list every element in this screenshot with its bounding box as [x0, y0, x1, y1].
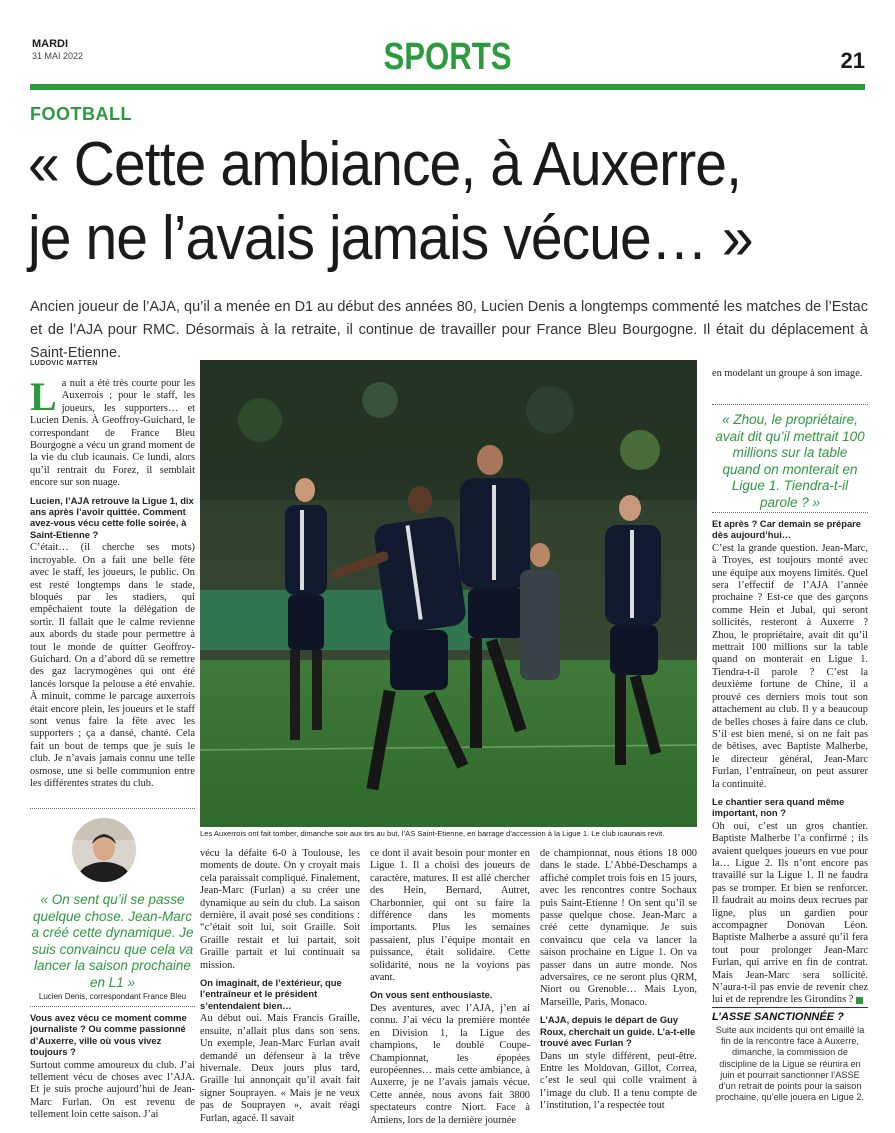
pull-quote-attribution: Lucien Denis, correspondant France Bleu	[38, 992, 187, 1001]
end-mark-icon	[856, 997, 863, 1004]
col5-answer-1: C’est la grande question. Jean-Marc, à Troyes, est toujours monté avec une équipe aux moyens limités. Quel sera l’effectif de l’AJA l’année prochaine ? Est-ce que des garçons comme Hein et Jubal, qui seront sollicités, resteront à Auxerre ? Zhou, le propriétaire, avait dit qu’il mettrait 100 millions sur la table quand on monterait en Ligue 1. Tiendra-t-il parole ? C’est la deuxième fortune de Chine, il a prouvé ces derniers mois tout son attachement au club. Il y a beaucoup de belles choses à faire dans ce club. S’il est bien mené, si on ne fait pas de bêtises, avec Baptiste Malherbe, le directeur général, Jean-Marc Furlan, l’entraîneur, on peut assurer la continuité.	[712, 542, 868, 790]
intro-text: a nuit a été très courte pour les Auxerrois ; pour le staff, les joueurs, les supporters… et Lucien Denis. À Geoffroy-Guichard, le correspondant de France Bleu Bourgogne a vécu un grand moment de la vie du club icaunais. Ce lundi, alors qu’il rentrait du Forez, il semblait encore sur son nuage.	[30, 378, 195, 489]
column-2	[200, 848, 360, 1130]
col2-paragraph-2: Au début oui. Mais Francis Graille, ensuite, n’allait plus dans son sens. Un exemple, Jean-Marc Furlan avait demandé un défenseur à la trêve hivernale. Deux jours plus tard, Graille lui annonçait qu’il avait fait signer Souprayen. « Mais je ne veux pas de Souprayen », avait réagi Furlan, agacé. Il savait	[200, 1013, 360, 1124]
headline-line-1: « Cette ambiance, à Auxerre,	[28, 130, 742, 199]
header-rule	[30, 84, 865, 90]
sidebar-body: Suite aux incidents qui ont émaillé la fin de la rencontre face à Auxerre, dimanche, la commission de discipline de la Ligue se réunira en juin et pourrait sanctionner l’ASSE d’un retrait de points pour la saison prochaine, qu’elle jouera en Ligue 2.	[715, 1025, 865, 1103]
col5-question-2: Le chantier sera quand même important, non ?	[712, 795, 845, 819]
col4-paragraph-1: de championnat, nous étions 18 000 dans le stade. L’Abbé-Deschamps a affiché complet trois fois en 15 jours, avec les rencontres contre Sochaux puis Saint-Etienne ! On sent qu’il se passe quelque chose. Jean-Marc a créé cette dynamique. Je suis convaincu que cela va lancer la saison prochaine en Ligue 1. On va passer dans un autre monde. Nos adversaires, ce ne seront plus QRM, Niort ou Grenoble… Mais Lyon, Marseille, Paris, Monaco.	[540, 848, 697, 1008]
dropcap: L	[30, 374, 57, 419]
col5-question-1: Et après ? Car demain se prépare dès aujourd’hui…	[712, 518, 862, 541]
issue-day: MARDI	[32, 38, 69, 50]
column-3	[370, 848, 530, 1132]
portrait-photo	[72, 818, 136, 882]
article-headline	[28, 128, 801, 276]
col5-answer-2	[712, 821, 868, 1007]
column-1-bottom	[30, 1012, 195, 1127]
answer-2: Surtout comme amoureux du club. J’ai tellement vécu de choses avec l’AJA. Et je suis proche aujourd’hui de Jean-Marc Furlan. On est revenu de tellement loin cette saison. J’ai	[30, 1059, 195, 1121]
col2-paragraph-1: vécu la défaite 6-0 à Toulouse, les moments de doute. On y croyait mais cela paraissait compliqué. Finalement, Jean-Marc (Furlan) a su créer une dynamique au sein du club. La saison dernière, il avait posé ses conditions : “c’était soit lui, soit Graille. Soit Graille restait et lui partait, soit Graille partait et lui continuait sa mission.	[200, 848, 360, 971]
separator-dots	[712, 404, 868, 405]
headline-line-2: je ne l’avais jamais vécue… »	[28, 204, 753, 273]
col3-paragraph-2: Des aventures, avec l’AJA, j’en ai connu. J’ai vécu la première montée en Division 1, la Ligue des champions, le doublé Coupe-Championnat, les épopées européennes… mais cette ambiance, à Auxerre, je ne l’avais jamais vécue. Cette année, nous avons fait 3800 spectateurs contre Niort. Face à Amiens, lors de la dernière journée	[370, 1002, 530, 1126]
col5-paragraph-0: en modelant un groupe à son image.	[712, 368, 863, 379]
question-2: Vous avez vécu ce moment comme journaliste ? Ou comme passionné d’Auxerre, ville où vous vivez toujours ?	[30, 1012, 187, 1058]
match-photo	[200, 360, 697, 827]
answer-1: C’était… (il cherche ses mots) incroyable. On a fait une belle fête avec le staff, les joueurs, le public. On est resté longtemps dans le stade, bloqués par les stadiers, qui empêchaient toute la délégation de sortir. Il fallait que le calme revienne aux abords du stade pour permettre à tout le monde de quitter Geoffroy-Guichard. On a d’abord dû se remettre des gaz lacrymogènes qui ont été lancés lorsque la pelouse a été envahie. À minuit, comme le parcage auxerrois était encore plein, les joueurs et le staff sont venus faire la fête avec les supporters ; ça a dansé, chanté. Cela fait un bout de temps que je suis le club. Je n’avais jamais connu une telle osmose, une si belle communion entre les différentes strates du club.	[30, 542, 195, 789]
question-1: Lucien, l’AJA retrouve la Ligue 1, dix ans après l’avoir quittée. Comment avez-vous vécu cette folle soirée, à Saint-Etienne ?	[30, 494, 194, 540]
page-number: 21	[840, 48, 865, 73]
col2-question: On imaginait, de l’extérieur, que l’entraîneur et le président s’entendaient bien…	[200, 977, 342, 1011]
pull-quote-left: « On sent qu’il se passe quelque chose. Jean-Marc a créé cette dynamique. Je suis convaincu que cela va lancer la saison prochaine en L1 »	[31, 892, 194, 990]
column-5	[712, 368, 868, 385]
col3-question: On vous sent enthousiaste.	[370, 989, 493, 1001]
byline: LUDOVIC MATTEN	[30, 360, 98, 367]
column-1	[30, 374, 195, 795]
col3-paragraph-1: ce dont il avait besoin pour monter en Ligue 1. Il a choisi des joueurs de caractère, matures. Il est allé chercher des Hein, Bernard, Autret, Charbonnier, qui ont su faire la différence dans les moments importants. Plus les semaines passaient, plus l’équipe montait en puissance, était solidaire. Cette solidarité, nous ne la voyions pas avant.	[370, 848, 530, 984]
sidebar-title: L’ASSE SANCTIONNÉE ?	[712, 1007, 868, 1023]
section-title: SPORTS	[383, 36, 512, 78]
separator-dots	[30, 808, 195, 809]
intro-paragraph	[30, 374, 195, 490]
article-chapo: Ancien joueur de l’AJA, qu’il a menée en D1 au début des années 80, Lucien Denis a longtemps commenté les matches de l’Estac et de l’AJA pour RMC. Désormais à la retraite, il continue de travailler pour France Bleu Bourgogne. Il était du déplacement à Saint-Etienne.	[30, 299, 868, 361]
issue-date: 31 MAI 2022	[32, 51, 84, 61]
separator-dots	[712, 512, 868, 513]
column-4	[540, 848, 697, 1118]
pull-quote-right: « Zhou, le propriétaire, avait dit qu’il mettrait 100 millions sur la table quand on monterait en Ligue 1. Tiendra-t-il parole ? »	[715, 412, 865, 510]
col4-question: L’AJA, depuis le départ de Guy Roux, cherchait un guide. L’a-t-elle trouvé avec Furlan ?	[540, 1014, 696, 1049]
column-5-body	[712, 518, 868, 1012]
col4-paragraph-2: Dans un style différent, peut-être. Entre les Moldovan, Gillot, Correa, c’est le seul qui colle vraiment à l’image du club. Il a tenu compte de l’institution, l’a respectée tout	[540, 1050, 697, 1112]
sidebar-box	[712, 1007, 868, 1103]
col5-answer-2-text: Oh oui, c’est un gros chantier. Baptiste Malherbe l’a confirmé ; ils avaient quelques joueurs en vue pour la… Ligue 2. Ils n’ont encore pas travaillé sur la Ligue 1. Il ne faudra pas se tromper. Et bien se renforcer. Il faudrait au moins deux recrues par ligne, plus un gardien pour accompagner Donovan Léon. Baptiste Malherbe a assuré qu’il fera tout pour prolonger Jean-Marc Furlan, qui arrive en fin de contrat. Mais Jean-Marc sera sollicité. N’aura-t-il pas envie de revenir chez lui et de reprendre les Girondins ?	[712, 820, 868, 1006]
article-kicker: FOOTBALL	[30, 104, 132, 124]
photo-caption: Les Auxerrois ont fait tomber, dimanche soir aux tirs au but, l’AS Saint-Etienne, en barrage d’accession à la Ligue 1. Le club icaunais revit.	[200, 829, 665, 838]
separator-dots	[30, 1006, 195, 1007]
